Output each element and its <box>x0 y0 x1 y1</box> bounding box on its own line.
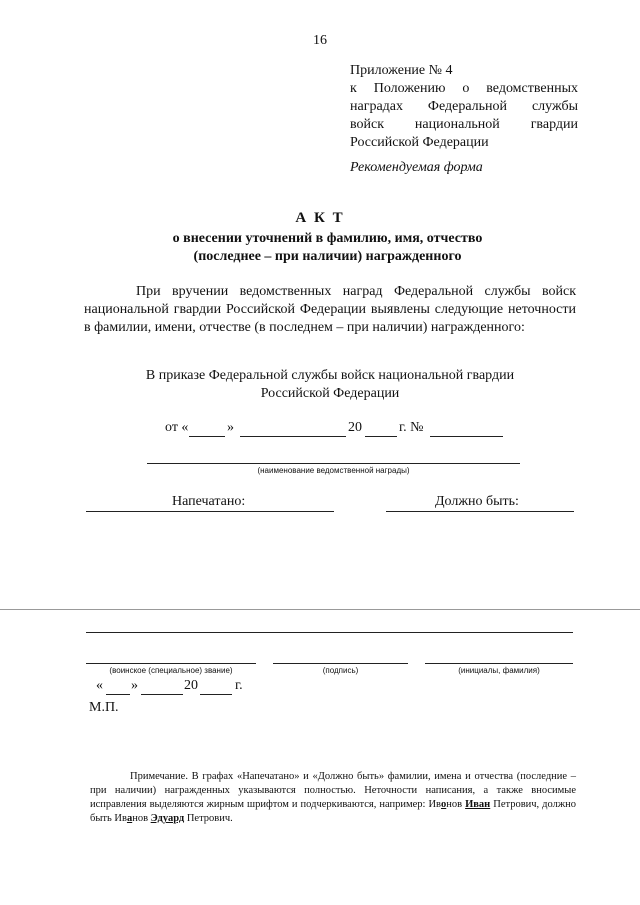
subtitle-line-2: (последнее – при наличии) награжденного <box>193 249 462 264</box>
award-name-field[interactable] <box>147 463 520 464</box>
appendix-line-4: Российской Федерации <box>350 135 489 150</box>
should-be-column-heading: Должно быть: <box>435 494 519 509</box>
signature-year-prefix: 20 <box>184 678 198 693</box>
note-text-prefix: Примечание. В графах «Напечатано» и «Должно быть» фамилии, имена и отчества (последние – при наличии) награжденных указываются полностью. Неточности написания, а также вносимые исправления выделяются жирным шрифтом и подчеркиваются, например: Ив <box>90 771 576 810</box>
name-caption: (инициалы, фамилия) <box>458 666 540 675</box>
note-example-1-tail: нов <box>446 799 463 810</box>
printed-column-line[interactable] <box>86 511 334 512</box>
order-date-quote: » <box>227 420 234 435</box>
appendix-line-1: к Положению о ведомственных <box>350 81 578 96</box>
order-number-field[interactable] <box>430 436 503 437</box>
note-example-1-mark: о <box>441 799 447 810</box>
printed-column-heading: Напечатано: <box>172 494 246 509</box>
recommended-form-label: Рекомендуемая форма <box>350 160 483 175</box>
order-year-prefix: 20 <box>348 420 362 435</box>
appendix-line-2: наградах Федеральной службы <box>350 99 578 114</box>
order-reference <box>120 367 540 403</box>
appendix-block <box>350 62 578 152</box>
signature-caption: (подпись) <box>322 666 359 675</box>
signature-date-open: « <box>96 678 103 693</box>
order-line-2: Российской Федерации <box>260 386 400 401</box>
note-example-2-name: Эдуард <box>150 813 185 824</box>
document-subtitle <box>140 230 515 266</box>
rank-caption: (воинское (специальное) звание) <box>109 666 233 675</box>
should-be-column-line[interactable] <box>386 511 574 512</box>
note-example-2-tail: нов <box>132 813 149 824</box>
order-year-field[interactable] <box>365 436 397 437</box>
note-example-2-mark: а <box>126 813 133 824</box>
signature-day-field[interactable] <box>106 694 130 695</box>
note-paragraph <box>90 770 576 826</box>
signature-date-close: » <box>131 678 138 693</box>
note-example-1-name: Иван <box>465 799 491 810</box>
comment-line[interactable] <box>86 632 573 633</box>
seal-mark: М.П. <box>89 700 119 715</box>
rank-field[interactable] <box>86 663 256 664</box>
full-width-divider-line <box>0 609 640 610</box>
signature-field[interactable] <box>273 663 408 664</box>
page-number: 16 <box>313 33 327 48</box>
appendix-line-3: войск национальной гвардии <box>350 117 578 132</box>
subtitle-line-1: о внесении уточнений в фамилию, имя, отчество <box>172 231 483 246</box>
signature-month-field[interactable] <box>141 694 183 695</box>
order-month-field[interactable] <box>240 436 346 437</box>
order-number-label: г. № <box>399 420 424 435</box>
signature-year-field[interactable] <box>200 694 232 695</box>
appendix-title: Приложение № 4 <box>350 63 453 78</box>
name-field[interactable] <box>425 663 573 664</box>
note-text-end: Петрович. <box>186 813 233 824</box>
order-line-1: В приказе Федеральной службы войск национальной гвардии <box>145 368 515 383</box>
signature-year-suffix: г. <box>235 678 243 693</box>
order-date-from: от « <box>165 420 189 435</box>
order-day-field[interactable] <box>189 436 225 437</box>
intro-paragraph: При вручении ведомственных наград Федеральной службы войск национальной гвардии Российской Федерации выявлены следующие неточности в фамилии, имени, отчестве (в последнем – при наличии) награжденного: <box>84 284 576 335</box>
note-text-mid: Петрович, должно быть Ив <box>90 799 576 824</box>
document-title: А К Т <box>295 210 345 226</box>
award-name-caption: (наименование ведомственной награды) <box>257 466 410 475</box>
